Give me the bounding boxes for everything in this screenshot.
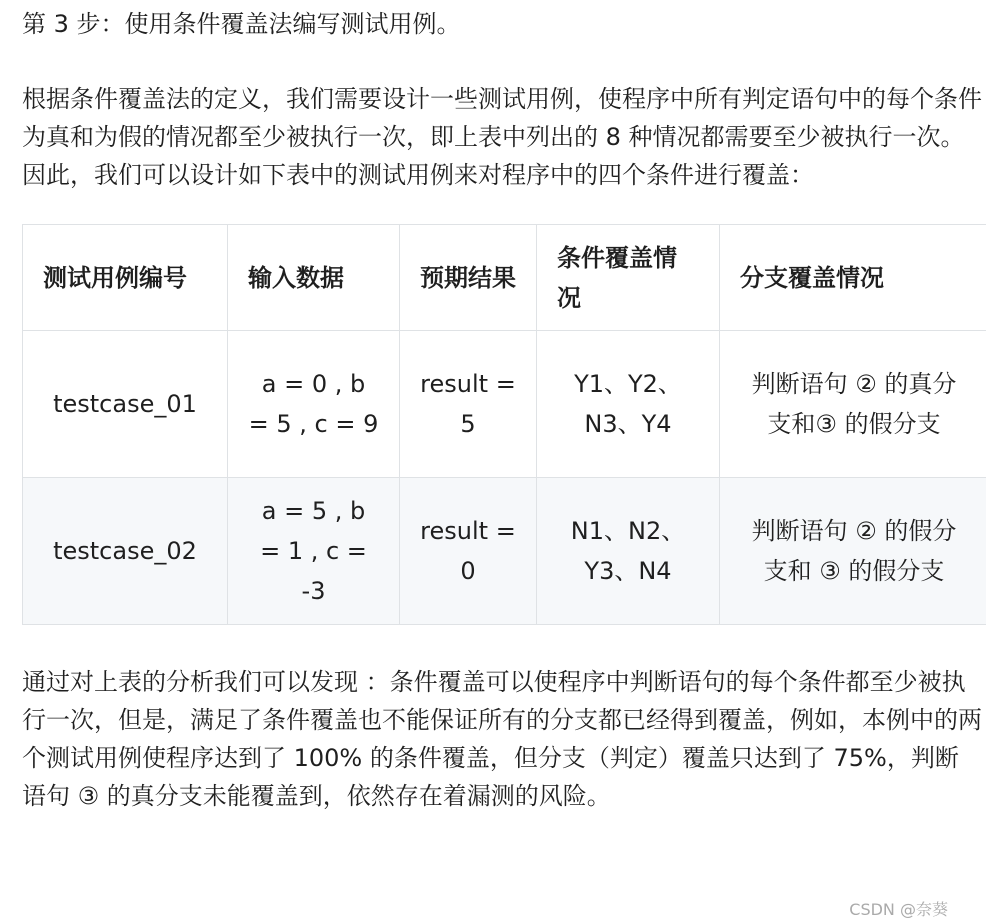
- cell-case-id: testcase_01: [23, 331, 228, 478]
- cell-case-id: testcase_02: [23, 478, 228, 625]
- header-condition-coverage: 条件覆盖情况: [537, 225, 720, 331]
- cell-input-data: a = 0 , b = 5 , c = 9: [228, 331, 400, 478]
- test-case-table: [22, 224, 986, 625]
- cell-condition-coverage: Y1、Y2、N3、Y4: [537, 331, 720, 478]
- cell-branch-coverage: 判断语句 ② 的假分支和 ③ 的假分支: [720, 478, 986, 625]
- header-expected-result: 预期结果: [400, 225, 537, 331]
- cell-branch-coverage: 判断语句 ② 的真分支和③ 的假分支: [720, 331, 986, 478]
- intro-paragraph: 根据条件覆盖法的定义，我们需要设计一些测试用例，使程序中所有判定语句中的每个条件为真和为假的情况都至少被执行一次，即上表中列出的 8 种情况都需要至少被执行一次。因此，我们可以设计如下表中的测试用例来对程序中的四个条件进行覆盖：: [22, 85, 982, 189]
- cell-expected-result: result = 5: [400, 331, 537, 478]
- cell-input-data: a = 5 , b = 1 , c = -3: [228, 478, 400, 625]
- header-branch-coverage: 分支覆盖情况: [720, 225, 986, 331]
- cell-condition-coverage: N1、N2、Y3、N4: [537, 478, 720, 625]
- table-row: [23, 331, 986, 478]
- step-heading: 第 3 步：使用条件覆盖法编写测试用例。: [22, 10, 461, 38]
- article-content: [22, 0, 982, 815]
- cell-expected-result: result = 0: [400, 478, 537, 625]
- table-header-row: [23, 225, 986, 331]
- csdn-watermark: CSDN @奈葵: [849, 900, 948, 919]
- analysis-paragraph: 通过对上表的分析我们可以发现 ：条件覆盖可以使程序中判断语句的每个条件都至少被执行一次，但是，满足了条件覆盖也不能保证所有的分支都已经得到覆盖，例如，本例中的两个测试用例使程序达到了 100% 的条件覆盖，但分支（判定）覆盖只达到了 75%，判断语句 ③ 的真分支未能覆盖到，依然存在着漏测的风险。: [22, 668, 982, 810]
- header-case-id: 测试用例编号: [23, 225, 228, 331]
- header-input-data: 输入数据: [228, 225, 400, 331]
- table-row: [23, 478, 986, 625]
